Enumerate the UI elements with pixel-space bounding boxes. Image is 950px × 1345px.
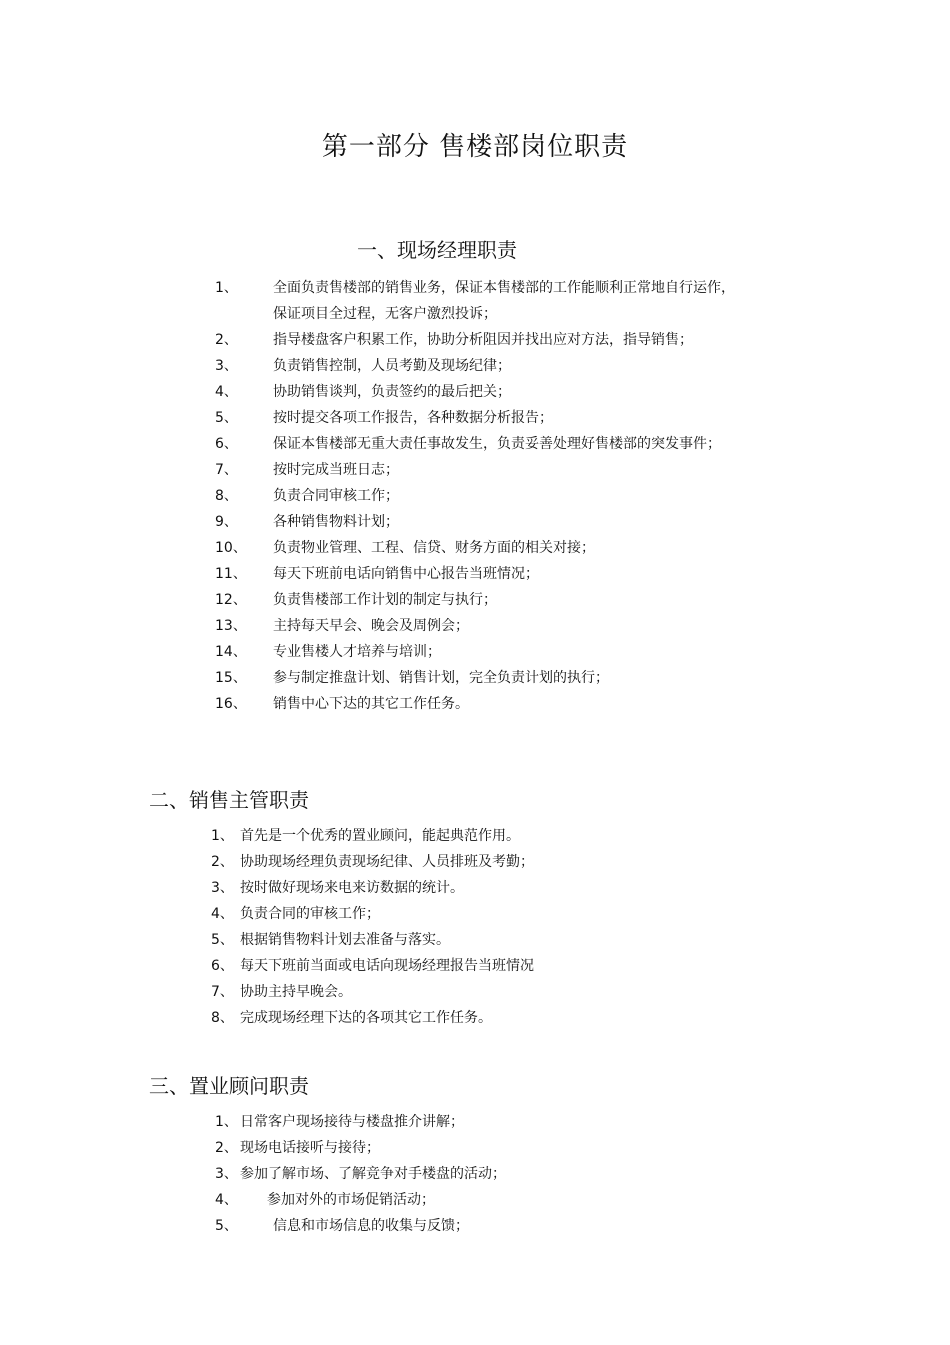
list-item-text: 每天下班前电话向销售中心报告当班情况； <box>273 566 539 582</box>
list-item-text: 负责合同的审核工作； <box>240 906 380 922</box>
list-item-number: 7、 <box>215 462 238 478</box>
list-item-text: 现场电话接听与接待； <box>240 1140 380 1156</box>
list-item-number: 14、 <box>215 644 247 660</box>
list-item-text: 完成现场经理下达的各项其它工作任务。 <box>240 1010 492 1026</box>
list-item-text: 日常客户现场接待与楼盘推介讲解； <box>240 1114 464 1130</box>
list-item-text: 信息和市场信息的收集与反馈； <box>273 1218 469 1234</box>
list-item-text: 专业售楼人才培养与培训； <box>273 644 441 660</box>
list-item-text: 负责合同审核工作； <box>273 488 399 504</box>
page-title: 第一部分 售楼部岗位职责 <box>321 132 629 162</box>
list-item-text: 协助现场经理负责现场纪律、人员排班及考勤； <box>240 854 534 870</box>
list-item-text: 根据销售物料计划去准备与落实。 <box>240 932 450 948</box>
list-item-number: 1、 <box>215 280 238 296</box>
list-item-text: 每天下班前当面或电话向现场经理报告当班情况 <box>240 958 534 974</box>
list-item-number: 15、 <box>215 670 247 686</box>
list-item-text: 销售中心下达的其它工作任务。 <box>273 696 469 712</box>
list-item-text: 负责物业管理、工程、信贷、财务方面的相关对接； <box>273 540 595 556</box>
list-item-number: 5、 <box>211 932 234 948</box>
list-item-text: 按时完成当班日志； <box>273 462 399 478</box>
list-item-number: 3、 <box>215 1166 238 1182</box>
list-item-text: 按时提交各项工作报告，各种数据分析报告； <box>273 410 553 426</box>
section-heading-property-consultant: 三、置业顾问职责 <box>149 1074 309 1098</box>
list-item-text: 全面负责售楼部的销售业务，保证本售楼部的工作能顺利正常地自行运作， <box>273 280 735 296</box>
list-item-number: 2、 <box>215 1140 238 1156</box>
list-item-number: 6、 <box>215 436 238 452</box>
list-item-number: 6、 <box>211 958 234 974</box>
list-item-number: 1、 <box>211 828 234 844</box>
list-item-number: 3、 <box>211 880 234 896</box>
list-item-number: 13、 <box>215 618 247 634</box>
list-item-number: 2、 <box>215 332 238 348</box>
list-item-text: 首先是一个优秀的置业顾问，能起典范作用。 <box>240 828 520 844</box>
list-item-text: 按时做好现场来电来访数据的统计。 <box>240 880 464 896</box>
list-item-text-continued: 保证项目全过程，无客户激烈投诉； <box>273 306 497 322</box>
list-item-text: 负责售楼部工作计划的制定与执行； <box>273 592 497 608</box>
list-item-number: 16、 <box>215 696 247 712</box>
list-item-text: 各种销售物料计划； <box>273 514 399 530</box>
list-item-text: 负责销售控制，人员考勤及现场纪律； <box>273 358 511 374</box>
list-item-number: 1、 <box>215 1114 238 1130</box>
list-item-number: 10、 <box>215 540 247 556</box>
section-heading-sales-supervisor: 二、销售主管职责 <box>149 788 309 812</box>
list-item-number: 8、 <box>215 488 238 504</box>
list-item-number: 7、 <box>211 984 234 1000</box>
list-item-text: 主持每天早会、晚会及周例会； <box>273 618 469 634</box>
list-item-text: 协助主持早晚会。 <box>240 984 352 1000</box>
list-item-number: 9、 <box>215 514 238 530</box>
list-item-number: 12、 <box>215 592 247 608</box>
list-item-number: 4、 <box>215 1192 238 1208</box>
list-item-number: 5、 <box>215 1218 238 1234</box>
list-item-number: 8、 <box>211 1010 234 1026</box>
list-item-text: 协助销售谈判，负责签约的最后把关； <box>273 384 511 400</box>
list-item-text: 指导楼盘客户积累工作，协助分析阻因并找出应对方法，指导销售； <box>273 332 693 348</box>
list-item-text: 参加对外的市场促销活动； <box>267 1192 435 1208</box>
list-item-number: 2、 <box>211 854 234 870</box>
section-heading-site-manager: 一、现场经理职责 <box>357 238 517 262</box>
list-item-number: 3、 <box>215 358 238 374</box>
list-item-number: 4、 <box>215 384 238 400</box>
list-item-text: 参与制定推盘计划、销售计划，完全负责计划的执行； <box>273 670 609 686</box>
list-item-number: 11、 <box>215 566 247 582</box>
list-item-number: 5、 <box>215 410 238 426</box>
list-item-text: 保证本售楼部无重大责任事故发生，负责妥善处理好售楼部的突发事件； <box>273 436 721 452</box>
list-item-text: 参加了解市场、了解竞争对手楼盘的活动； <box>240 1166 506 1182</box>
list-item-number: 4、 <box>211 906 234 922</box>
